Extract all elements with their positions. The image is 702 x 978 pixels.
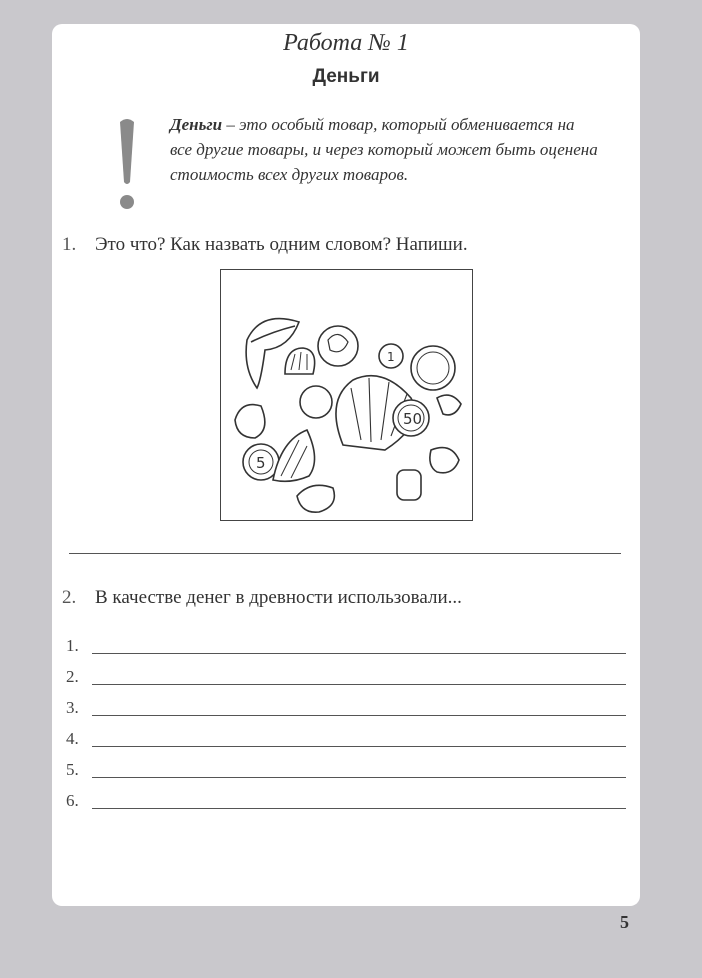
- list-item: [66, 782, 626, 813]
- question-1-number: 1.: [62, 234, 77, 255]
- list-item-number: 2.: [66, 667, 79, 686]
- stone-3: [397, 470, 421, 500]
- list-item: [66, 689, 626, 720]
- answer-line[interactable]: [92, 684, 626, 685]
- worksheet-page: [52, 24, 640, 906]
- page-title: Работа № 1: [283, 30, 409, 56]
- list-item: [66, 627, 626, 658]
- answer-line[interactable]: [92, 715, 626, 716]
- coin-pattern: [318, 326, 358, 366]
- coin-1-label: 1: [387, 350, 395, 364]
- stone-2: [297, 485, 334, 512]
- answer-line-q1[interactable]: [69, 553, 621, 554]
- coin-5-label: 5: [256, 454, 266, 472]
- answer-line[interactable]: [92, 653, 626, 654]
- question-1-text: Это что? Как назвать одним словом? Напиши.: [95, 234, 468, 255]
- left-shell: [273, 430, 315, 481]
- question-2-number: 2.: [62, 587, 77, 608]
- definition-box: [170, 112, 600, 187]
- stone-4: [430, 448, 459, 473]
- answer-line[interactable]: [92, 808, 626, 809]
- definition-text: – это особый товар, который обменивается на все другие товары, и через который может быть оценена стоимость всех других товаров.: [170, 115, 598, 184]
- question-2: [62, 587, 462, 609]
- stone-1: [235, 405, 265, 438]
- definition-term: Деньги: [170, 115, 223, 134]
- list-item: [66, 658, 626, 689]
- coin-large: [411, 346, 455, 390]
- list-item: [66, 720, 626, 751]
- page-number: 5: [620, 912, 629, 932]
- question-2-text: В качестве денег в древности использовали...: [95, 587, 462, 608]
- list-item-number: 5.: [66, 760, 79, 779]
- list-item-number: 6.: [66, 791, 79, 810]
- list-item-number: 3.: [66, 698, 79, 717]
- money-drawing: [221, 270, 471, 519]
- list-item: [66, 751, 626, 782]
- money-illustration: [220, 269, 473, 521]
- stone-5: [437, 395, 461, 415]
- exclamation-icon: [114, 116, 140, 216]
- answer-line[interactable]: [92, 746, 626, 747]
- list-item-number: 1.: [66, 636, 79, 655]
- page-subtitle: Деньги: [312, 66, 380, 87]
- answer-line[interactable]: [92, 777, 626, 778]
- answer-list: [66, 627, 626, 813]
- coin-middle: [300, 386, 332, 418]
- list-item-number: 4.: [66, 729, 79, 748]
- coin-50-label: 50: [403, 410, 423, 428]
- question-1: [62, 234, 468, 256]
